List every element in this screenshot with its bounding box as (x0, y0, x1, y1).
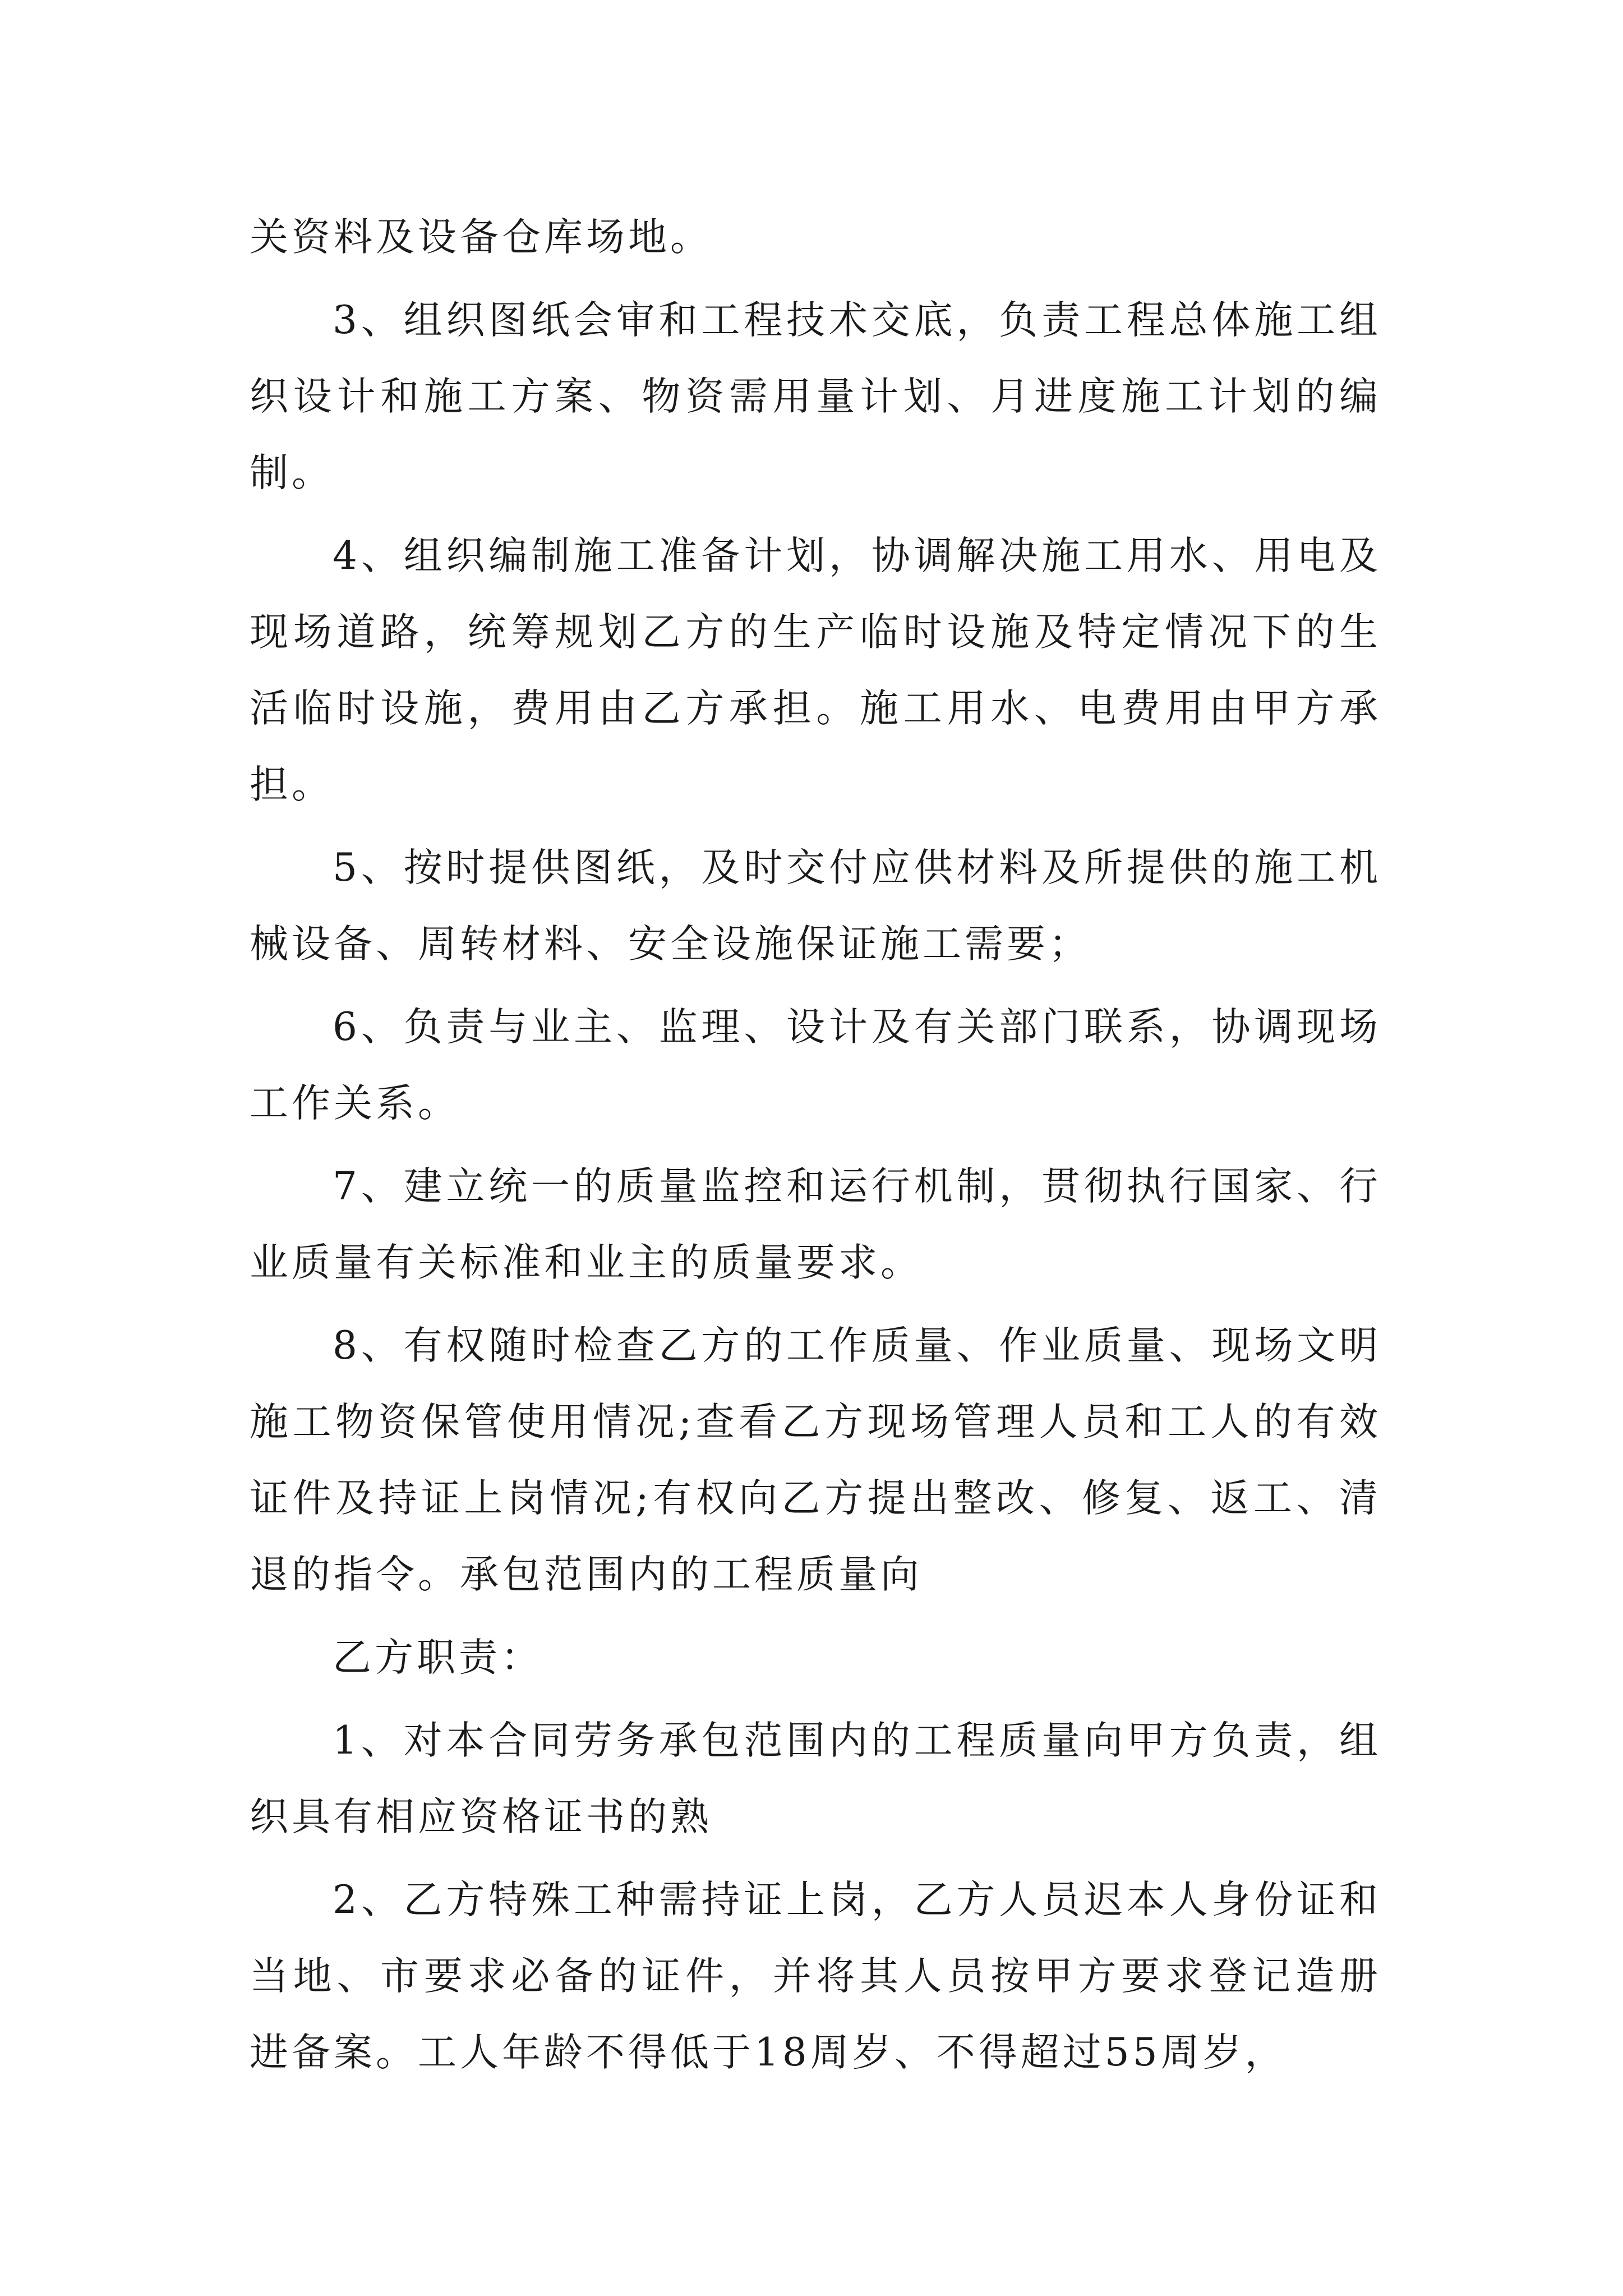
paragraph-item-8: 8、有权随时检查乙方的工作质量、作业质量、现场文明施工物资保管使用情况;查看乙方现场管理人员和工人的有效证件及持证上岗情况;有权向乙方提出整改、修复、返工、清退的指令。承包范围内的工程质量向 (250, 1323, 1381, 1597)
paragraph-party-b-item-1: 1、对本合同劳务承包范围内的工程质量向甲方负责，组织具有相应资格证书的熟 (250, 1718, 1381, 1839)
document-body (250, 199, 1381, 2097)
paragraph-continuation: 关资料及设备仓库场地。 (250, 215, 712, 260)
paragraph-item-6: 6、负责与业主、监理、设计及有关部门联系，协调现场工作关系。 (250, 1005, 1381, 1126)
paragraph-party-b-item-2: 2、乙方特殊工种需持证上岗，乙方人员迟本人身份证和当地、市要求必备的证件，并将其人员按甲方要求登记造册进备案。工人年龄不得低于18周岁、不得超过55周岁， (250, 1878, 1381, 2075)
paragraph-item-5: 5、按时提供图纸，及时交付应供材料及所提供的施工机械设备、周转材料、安全设施保证施工需要； (250, 845, 1381, 967)
paragraph-item-3: 3、组织图纸会审和工程技术交底，负责工程总体施工组织设计和施工方案、物资需用量计划、月进度施工计划的编制。 (250, 298, 1381, 495)
section-heading-party-b-duties: 乙方职责： (333, 1635, 543, 1680)
paragraph-item-7: 7、建立统一的质量监控和运行机制，贯彻执行国家、行业质量有关标准和业主的质量要求。 (250, 1164, 1381, 1285)
paragraph-item-4: 4、组织编制施工准备计划，协调解决施工用水、用电及现场道路，统筹规划乙方的生产临时设施及特定情况下的生活临时设施，费用由乙方承担。施工用水、电费用由甲方承担。 (250, 533, 1381, 807)
